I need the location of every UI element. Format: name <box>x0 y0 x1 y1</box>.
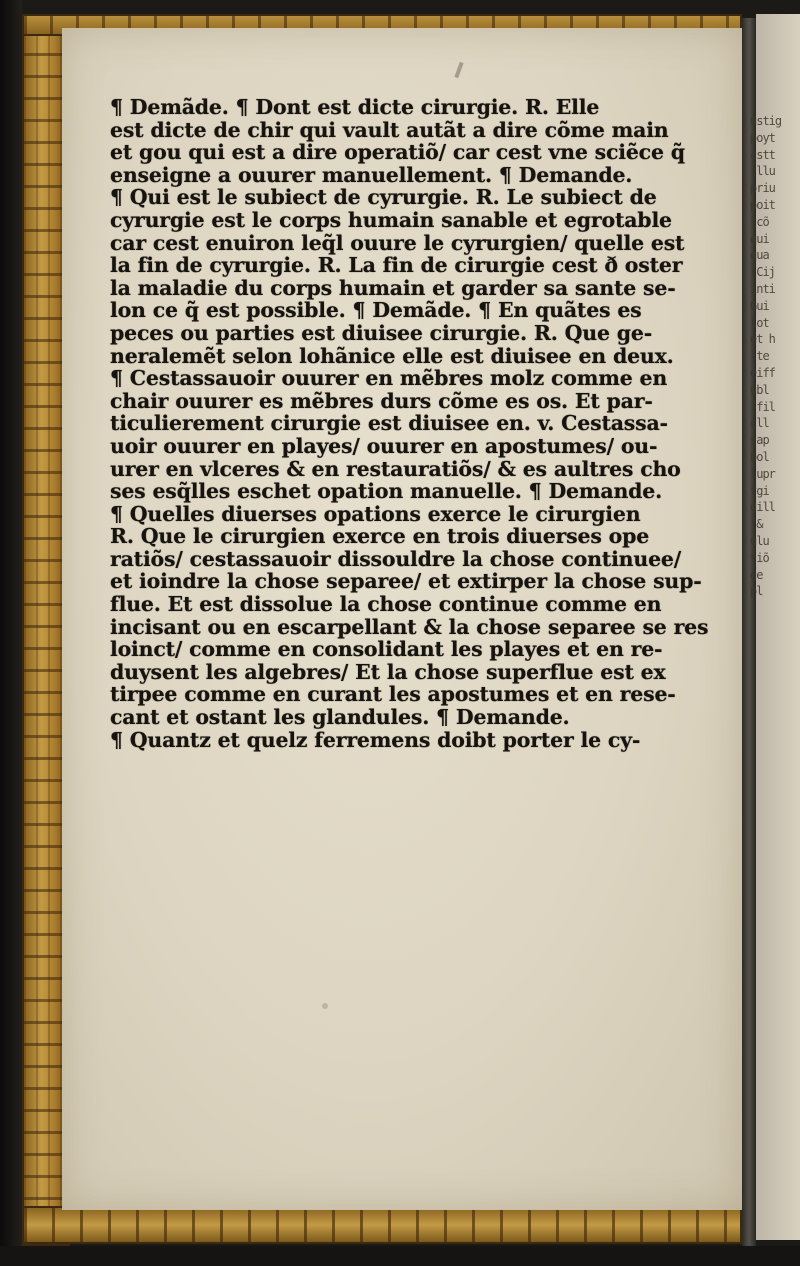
text-line: et gou qui est a dire operatiõ/ car cest vne sciẽce q̃ <box>110 140 685 165</box>
text-line: ¶ Demãde. ¶ Dont est dicte cirurgie. R. Elle <box>110 95 600 119</box>
text-line: cyrurgie est le corps humain sanable et egrotable <box>110 207 672 232</box>
next-page-line: (fil <box>750 399 775 414</box>
next-page-line: (& <box>750 517 763 532</box>
next-page-line: ge <box>750 567 763 582</box>
text-line: ¶ Quelles diuerses opations exerce le cirurgien <box>110 501 641 526</box>
text-line: ¶ Cestassauoir ouurer en mẽbres molz comme en <box>110 366 668 391</box>
text-line: peces ou parties est diuisee cirurgie. R. Que ge- <box>110 320 653 345</box>
next-page-line: ustig <box>750 114 782 128</box>
next-page-line: lte <box>750 349 769 364</box>
next-page-line: Gui <box>750 298 769 313</box>
next-page-line: eiff <box>750 366 775 380</box>
next-page-line: pl <box>750 584 763 599</box>
next-page-line: cstt <box>750 147 775 162</box>
next-page-line: tiõ <box>750 550 769 565</box>
next-page-edge <box>750 14 800 1240</box>
next-page-line: dill <box>750 500 775 515</box>
next-page-line: bol <box>750 450 769 464</box>
text-line: ¶ Quantz et quelz ferremens doibt porter le cy- <box>110 727 641 752</box>
next-page-line: sap <box>750 433 769 448</box>
next-page-line: ubl <box>750 382 769 397</box>
text-line: est dicte de chir qui vault autãt a dire cõme main <box>110 117 669 142</box>
ink-mark <box>454 62 463 78</box>
text-line: ratiõs/ cestassauoir dissouldre la chose continuee/ <box>110 546 682 571</box>
bottom-edge <box>0 1246 800 1266</box>
page-smudge <box>322 1003 328 1009</box>
next-page-line: cll <box>750 416 769 431</box>
text-line: incisant ou en escarpellant & la chose separee se res <box>110 614 709 639</box>
left-rail <box>0 0 22 1266</box>
text-line: cant et ostant les glandules. ¶ Demande. <box>110 705 570 730</box>
next-page-line: (llu <box>750 164 775 179</box>
next-page-line: et h <box>750 332 775 347</box>
next-page-line: (Cij <box>750 265 775 280</box>
text-line: flue. Et est dissolue la chose continue comme en <box>110 592 662 617</box>
next-page-line: lot <box>750 315 769 330</box>
text-line: chair ouurer es mẽbres durs cõme es os. Et par- <box>110 388 653 413</box>
next-page-line: qui <box>750 231 769 246</box>
next-page-line: lupr <box>750 466 775 481</box>
next-page-line: qua <box>750 248 769 263</box>
blackletter-text-block <box>110 96 738 751</box>
text-line: la fin de cyrurgie. R. La fin de cirurgie cest ð oster <box>110 253 683 278</box>
text-line: et ioindre la chose separee/ et extirper la chose sup- <box>110 569 702 594</box>
text-line: ticulierement cirurgie est diuisee en. v. Cestassa- <box>110 411 668 436</box>
next-page-line: fgi <box>750 483 769 498</box>
next-page-line: lcõ <box>750 214 769 229</box>
text-line: enseigne a ouurer manuellement. ¶ Demande. <box>110 162 633 187</box>
text-line: tirpee comme en curant les apostumes et en rese- <box>110 682 676 707</box>
text-line: R. Que le cirurgien exerce en trois diuerses ope <box>110 524 650 549</box>
text-line: urer en vlceres & en restauratiõs/ & es aultres cho <box>110 456 681 481</box>
text-line: uoir ouurer en playes/ ouurer en apostumes/ ou- <box>110 433 658 458</box>
next-page-line: ulu <box>750 534 769 548</box>
next-page-line: poyt <box>750 130 775 145</box>
text-line: neralemẽt selon lohãnice elle est diuisee en deux. <box>110 343 674 368</box>
text-line: ses esq̃lles eschet opation manuelle. ¶ Demande. <box>110 479 663 504</box>
next-page-line: inti <box>750 282 775 296</box>
text-line: la maladie du corps humain et garder sa sante se- <box>110 275 676 300</box>
text-line: ¶ Qui est le subiect de cyrurgie. R. Le subiect de <box>110 185 657 210</box>
text-line: lon ce q̃ est possible. ¶ Demãde. ¶ En quãtes es <box>110 298 642 323</box>
next-page-line: priu <box>750 181 775 196</box>
text-line: car cest enuiron leq̃l ouure le cyrurgien/ quelle est <box>110 230 685 255</box>
text-line: loinct/ comme en consolidant les playes et en re- <box>110 637 663 662</box>
gilt-binding-bottom <box>22 1206 742 1244</box>
next-page-line: poit <box>750 198 775 212</box>
text-line: duysent les algebres/ Et la chose superflue est ex <box>110 659 666 684</box>
